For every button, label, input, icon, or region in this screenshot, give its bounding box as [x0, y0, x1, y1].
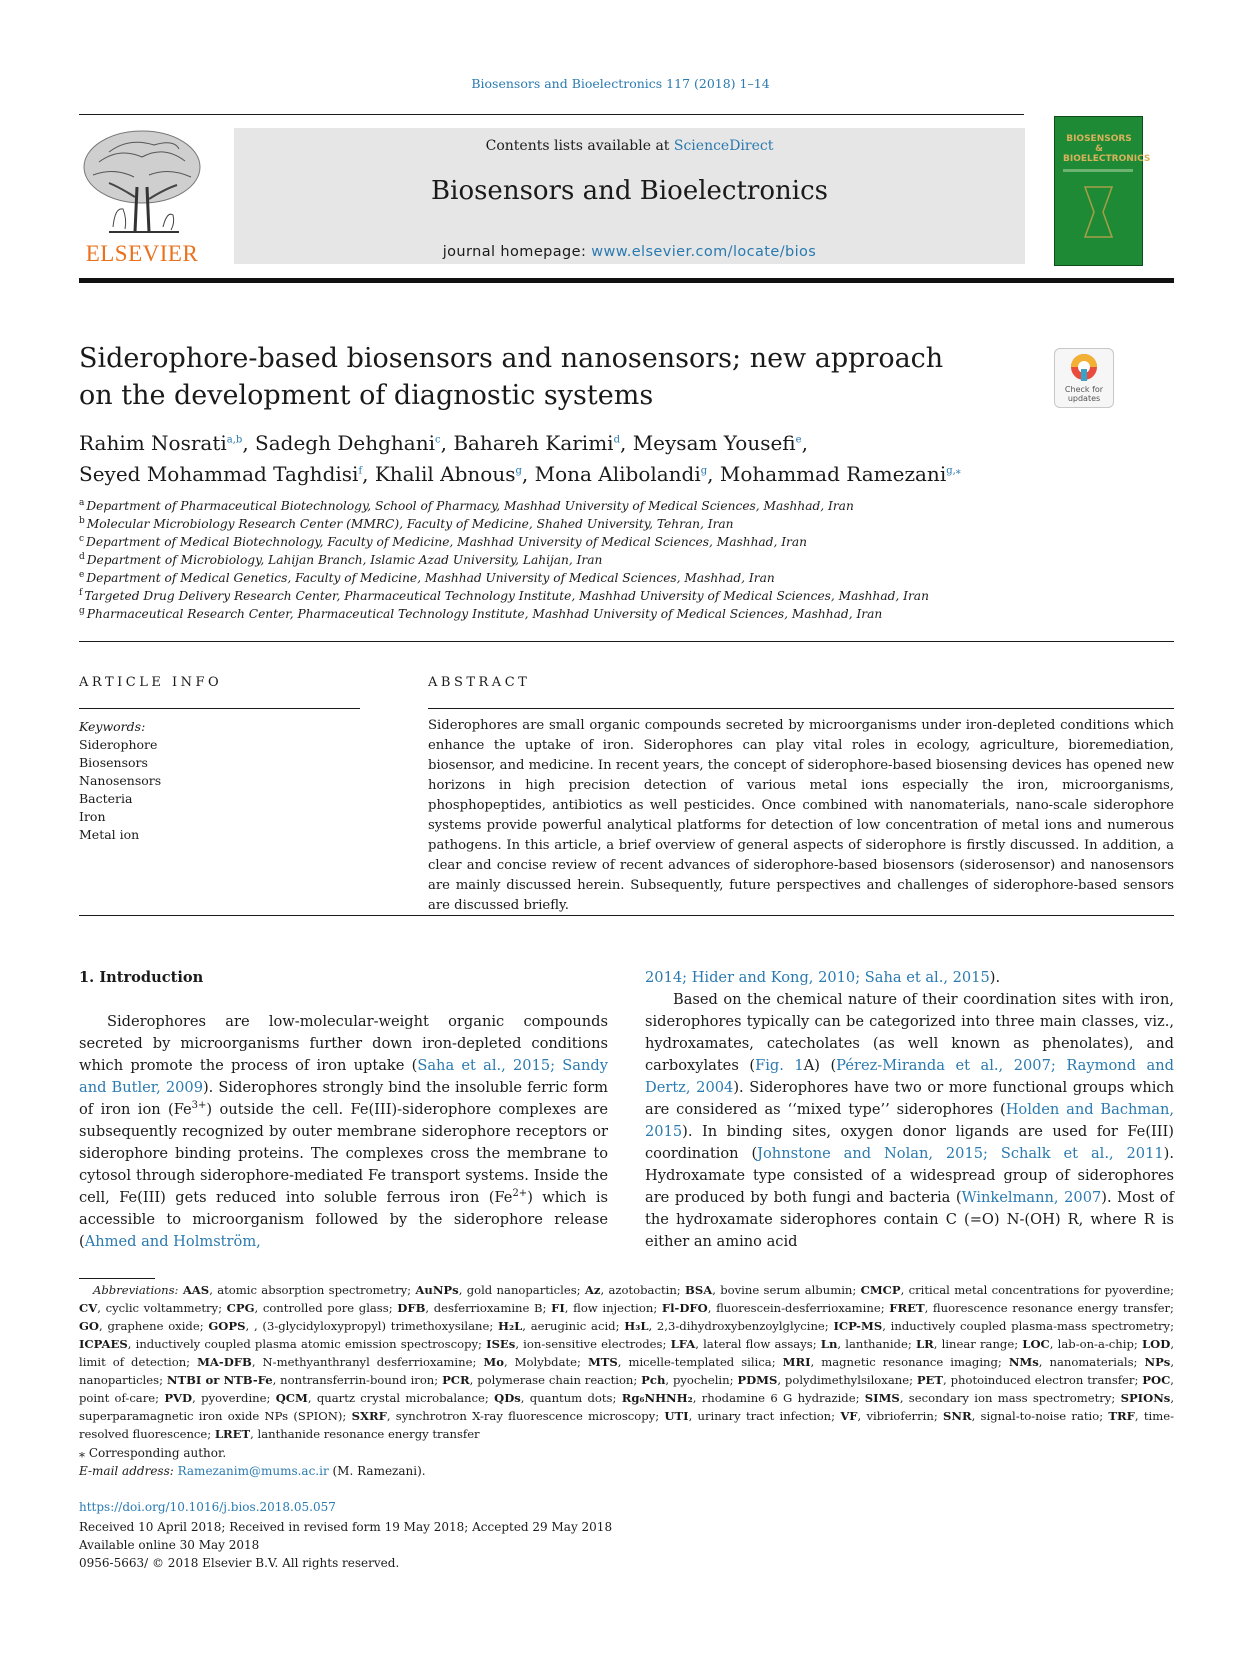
author-name: Sadegh Dehghani: [255, 431, 435, 455]
keywords-block: [79, 718, 349, 844]
footnote-rule: [79, 1278, 155, 1279]
author-name: Meysam Yousefi: [632, 431, 796, 455]
running-head[interactable]: Biosensors and Bioelectronics 117 (2018) 1–14: [471, 76, 770, 91]
abbreviation-term: CMCP: [860, 1283, 901, 1297]
author-affiliation-mark[interactable]: f: [358, 465, 363, 477]
abbreviation-term: MRI: [782, 1355, 811, 1369]
abbreviation-definition: , bovine serum albumin;: [712, 1283, 861, 1297]
article-info-rule: [79, 708, 360, 709]
keyword-item: Iron: [79, 809, 106, 824]
intro-paragraph-2: [645, 989, 1174, 1253]
article-info-heading: ARTICLE INFO: [79, 675, 223, 690]
corresponding-author-note: ⁎ Corresponding author.: [79, 1446, 227, 1460]
header-rule: [79, 114, 1024, 115]
article-history: [79, 1518, 612, 1572]
author-affiliation-mark[interactable]: c: [434, 434, 441, 446]
abbreviation-definition: , lab-on-a-chip;: [1049, 1337, 1142, 1351]
body-text: ). Hydroxamate type consisted of a widespread group of siderophores are produced by both fungi and bacteria (: [645, 1145, 1174, 1206]
abbreviation-term: FRET: [889, 1301, 925, 1315]
contents-line: [234, 138, 1025, 154]
abbreviation-term: PVD: [164, 1391, 193, 1405]
abbreviation-term: QDs: [494, 1391, 521, 1405]
abbreviation-definition: , graphene oxide;: [99, 1319, 209, 1333]
homepage-line: [234, 244, 1025, 260]
citation-link[interactable]: Ahmed and Holmström,: [84, 1233, 261, 1250]
affiliation-list: [79, 497, 1079, 623]
abbreviation-term: Pch: [641, 1373, 666, 1387]
author-separator: ,: [242, 431, 256, 455]
journal-banner: [234, 128, 1025, 264]
author-name: Bahareh Karimi: [453, 431, 614, 455]
abbreviation-term: CV: [79, 1301, 98, 1315]
section-rule: [79, 641, 1174, 642]
abbreviation-term: H₃L: [624, 1319, 649, 1333]
abbreviation-definition: , nanomaterials;: [1038, 1355, 1145, 1369]
cover-graphic-icon: [1055, 117, 1151, 265]
abbreviation-term: Az: [584, 1283, 601, 1297]
author-separator: ,: [619, 431, 633, 455]
abbreviation-definition: , rhodamine 6 G hydrazide;: [692, 1391, 865, 1405]
abbreviation-definition: , atomic absorption spectrometry;: [209, 1283, 416, 1297]
body-text: ). Most of the hydroxamate siderophores contain C (=O) N-(OH) R, where R is either an amino acid: [645, 1189, 1174, 1250]
citation-link[interactable]: Fig. 1: [755, 1057, 804, 1074]
author-separator: ,: [801, 431, 808, 455]
abbreviation-definition: , controlled pore glass;: [254, 1301, 398, 1315]
email-suffix: (M. Ramezani).: [328, 1464, 426, 1478]
abbreviation-definition: , critical metal concentrations for pyoverdine;: [900, 1283, 1175, 1297]
keyword-item: Nanosensors: [79, 773, 162, 788]
abbreviation-term: LOC: [1022, 1337, 1050, 1351]
body-text: Siderophores are low-molecular-weight organic compounds secreted by microorganisms further down iron-depleted conditions which promote the process of iron uptake (: [79, 1013, 608, 1074]
abbreviation-definition: , magnetic resonance imaging;: [810, 1355, 1009, 1369]
abbreviation-term: LOD: [1142, 1337, 1171, 1351]
abbreviation-term: SIMS: [864, 1391, 900, 1405]
abbreviation-term: H₂L: [498, 1319, 523, 1333]
homepage-link[interactable]: www.elsevier.com/locate/bios: [591, 244, 817, 260]
abbreviation-definition: , aeruginic acid;: [522, 1319, 625, 1333]
author-separator: ,: [440, 431, 454, 455]
affiliation-item: [79, 533, 1079, 551]
abbreviation-definition: , pyochelin;: [665, 1373, 738, 1387]
abbreviation-term: GO: [79, 1319, 100, 1333]
abbreviation-term: ICPAES: [79, 1337, 128, 1351]
abbreviation-definition: , nanoparticles;: [79, 1355, 1175, 1387]
abbreviation-definition: , ion-sensitive electrodes;: [515, 1337, 671, 1351]
author-separator: ,: [707, 462, 720, 486]
abbreviation-definition: , pyoverdine;: [192, 1391, 276, 1405]
author-affiliation-mark[interactable]: g: [515, 465, 522, 477]
elsevier-wordmark: ELSEVIER: [85, 241, 199, 266]
abbreviations-label: Abbreviations:: [93, 1283, 179, 1297]
body-text: ).: [989, 969, 1001, 986]
abbreviation-definition: , Molybdate;: [503, 1355, 588, 1369]
author-name: Khalil Abnous: [374, 462, 516, 486]
author-list: [79, 428, 1079, 490]
elsevier-logo[interactable]: [79, 127, 205, 265]
abstract-text: Siderophores are small organic compounds secreted by microorganisms under iron-depleted conditions which enhance the uptake of iron. Siderophores can play vital roles in ecology, agriculture, bioremediation, biosensor, and medicine. In recent years, the concept of siderophore-based biosensing devices has opened new horizons in high precision detection of various metal ions especially the iron, microorganisms, phosphopeptides, antibiotics as well pesticides. Once combined with nanomaterials, nano-scale siderophore systems provide powerful analytical platforms for detection of low concentration of metal ions and numerous pathogens. In this article, a brief overview of general aspects of siderophore is firstly discussed. In addition, a clear and concise review of recent advances of siderophore-based biosensors (siderosensor) and nanosensors are mainly discussed herein. Subsequently, future perspectives and challenges of siderophore-based sensors are discussed briefly.: [428, 718, 1174, 913]
author-affiliation-mark[interactable]: g: [700, 465, 708, 477]
author-affiliation-mark[interactable]: d: [613, 434, 620, 446]
received-dates: Received 10 April 2018; Received in revised form 19 May 2018; Accepted 29 May 2018: [79, 1520, 613, 1534]
abbreviation-term: NPs: [1144, 1355, 1171, 1369]
abbreviation-definition: , N-methyanthranyl desferrioxamine;: [251, 1355, 484, 1369]
body-text: ) which is accessible to microorganism followed by the siderophore release (: [79, 1189, 608, 1250]
abbreviation-definition: , nontransferrin-bound iron;: [272, 1373, 443, 1387]
doi-link[interactable]: https://doi.org/10.1016/j.bios.2018.05.057: [79, 1500, 336, 1514]
author-separator: ,: [521, 462, 535, 486]
abbreviation-definition: , azotobactin;: [600, 1283, 686, 1297]
check-for-updates-badge[interactable]: [1054, 348, 1114, 408]
affiliation-text: Department of Pharmaceutical Biotechnology, School of Pharmacy, Mashhad University of Medical Sciences, Mashhad, Iran: [86, 499, 854, 513]
abbreviation-term: NMs: [1008, 1355, 1039, 1369]
keyword-item: Siderophore: [79, 737, 158, 752]
tree-icon: [79, 127, 205, 239]
abbreviation-term: CPG: [226, 1301, 255, 1315]
body-column-left: [79, 967, 608, 1253]
abbreviation-term: SNR: [943, 1409, 972, 1423]
abbreviation-term: ISEs: [486, 1337, 516, 1351]
email-label: E-mail address:: [79, 1464, 178, 1478]
abbreviation-definition: , fluorescence resonance energy transfer;: [924, 1301, 1174, 1315]
author-name: Mohammad Ramezani: [719, 462, 947, 486]
crossmark-icon: [1055, 349, 1113, 385]
abbreviations-footnote: [79, 1281, 1174, 1443]
email-line: [79, 1462, 426, 1480]
abstract-heading: ABSTRACT: [428, 675, 531, 690]
cover-title: BIOSENSORS & BIOELECTRONICS: [1063, 134, 1151, 164]
section-rule-2: [79, 915, 1174, 916]
crossmark-label: Check for updates: [1064, 385, 1104, 403]
body-column-right: [645, 967, 1174, 1253]
abbreviation-definition: , micelle-templated silica;: [617, 1355, 783, 1369]
affiliation-item: [79, 515, 1079, 533]
abbreviation-term: LFA: [670, 1337, 696, 1351]
abbreviation-term: PCR: [442, 1373, 470, 1387]
affiliation-text: Molecular Microbiology Research Center (MMRC), Faculty of Medicine, Shahed University, Tehran, Iran: [86, 517, 734, 531]
abbreviation-term: NTBI or NTB-Fe: [166, 1373, 273, 1387]
author-name: Rahim Nosrati: [79, 431, 227, 455]
abbreviation-term: SXRF: [351, 1409, 387, 1423]
abbreviation-term: BSA: [685, 1283, 713, 1297]
abbreviation-term: LRET: [214, 1427, 251, 1441]
affiliation-item: [79, 605, 1079, 623]
affiliation-text: Department of Microbiology, Lahijan Branch, Islamic Azad University, Lahijan, Iran: [86, 553, 603, 567]
body-text: ). Siderophores have two or more functional groups which are considered as ‘‘mixed type’’ siderophores (: [645, 1079, 1174, 1118]
section-heading-introduction: 1. Introduction: [79, 969, 204, 986]
abbreviation-term: MA-DFB: [197, 1355, 252, 1369]
abbreviation-definition: , polymerase chain reaction;: [469, 1373, 642, 1387]
citation-link[interactable]: Winkelmann, 2007: [961, 1189, 1102, 1206]
affiliation-label: d: [79, 551, 85, 562]
abbreviation-definition: , urinary tract infection;: [688, 1409, 841, 1423]
homepage-prefix: journal homepage:: [442, 244, 592, 260]
keyword-list: [79, 736, 349, 844]
affiliation-label: g: [79, 605, 85, 616]
journal-title: Biosensors and Bioelectronics: [431, 176, 828, 206]
intro-paragraph-1-continued: [645, 967, 1174, 989]
abbreviation-definition: , inductively coupled plasma-mass spectrometry;: [882, 1319, 1174, 1333]
affiliation-label: c: [79, 533, 85, 544]
abbreviation-term: DFB: [397, 1301, 426, 1315]
abbreviation-definition: , time-resolved fluorescence;: [79, 1409, 1174, 1441]
affiliation-item: [79, 551, 1079, 569]
citation-link[interactable]: 2014; Hider and Kong, 2010; Saha et al., 2015: [645, 969, 990, 986]
abbreviation-definition: , secondary ion mass spectrometry;: [899, 1391, 1121, 1405]
keyword-item: Biosensors: [79, 755, 148, 770]
affiliation-text: Pharmaceutical Research Center, Pharmaceutical Technology Institute, Mashhad University of Medical Sciences, Mashhad, Iran: [86, 607, 883, 621]
body-text: ) outside the cell. Fe(III)-siderophore complexes are subsequently recognized by outer membrane siderophore receptors or siderophore binding proteins. The complexes cross the membrane to cytosol through siderophore-mediated Fe transport systems. Inside the cell, Fe(III) gets reduced into soluble ferrous iron (Fe: [79, 1101, 608, 1206]
author-name: Mona Alibolandi: [534, 462, 701, 486]
contents-prefix: Contents lists available at: [485, 138, 674, 154]
abbreviation-definition: , inductively coupled plasma atomic emission spectroscopy;: [127, 1337, 487, 1351]
article-title: Siderophore-based biosensors and nanosensors; new approach on the development of diagnostic systems: [79, 343, 944, 411]
abbreviation-term: AuNPs: [415, 1283, 459, 1297]
affiliation-label: e: [79, 569, 85, 580]
abbreviation-definition: , gold nanoparticles;: [458, 1283, 585, 1297]
abbreviation-term: AAS: [182, 1283, 210, 1297]
affiliation-item: [79, 497, 1079, 515]
abstract-rule: [428, 708, 1174, 709]
affiliation-item: [79, 587, 1079, 605]
sciencedirect-link[interactable]: ScienceDirect: [673, 138, 774, 154]
email-link[interactable]: Ramezanim@mums.ac.ir: [177, 1464, 329, 1478]
header-thick-rule: [79, 278, 1174, 283]
abbreviation-definition: , photoinduced electron transfer;: [943, 1373, 1143, 1387]
citation-link[interactable]: Pérez-Miranda et al., 2007; Raymond and Dertz, 2004: [645, 1057, 1174, 1096]
affiliation-item: [79, 569, 1079, 587]
body-text: Based on the chemical nature of their coordination sites with iron, siderophores typically can be categorized into three main classes, viz., hydroxamates, catecholates (as well known as phenolates), and carboxylates (: [645, 991, 1174, 1074]
abbreviation-term: SPIONs: [1120, 1391, 1171, 1405]
abbreviation-definition: , , (3-glycidyloxypropyl) trimethoxysilane;: [245, 1319, 499, 1333]
abbreviation-definition: , lateral flow assays;: [695, 1337, 821, 1351]
abbreviation-term: ICP-MS: [833, 1319, 883, 1333]
keywords-label: Keywords:: [79, 719, 146, 734]
affiliation-label: b: [79, 515, 85, 526]
available-online: Available online 30 May 2018: [79, 1538, 260, 1552]
abbreviation-term: POC: [1142, 1373, 1171, 1387]
abbreviation-definition: , quantum dots;: [520, 1391, 622, 1405]
affiliation-text: Department of Medical Biotechnology, Faculty of Medicine, Mashhad University of Medical Sciences, Mashhad, Iran: [86, 535, 807, 549]
abbreviation-term: UTI: [664, 1409, 689, 1423]
abbreviation-definition: , signal-to-noise ratio;: [971, 1409, 1109, 1423]
abbreviation-definition: , quartz crystal microbalance;: [307, 1391, 495, 1405]
superscript: 3+: [191, 1100, 207, 1112]
abbreviation-definition: , limit of detection;: [79, 1337, 1174, 1369]
keyword-item: Bacteria: [79, 791, 133, 806]
abbreviation-term: VF: [840, 1409, 858, 1423]
author-affiliation-mark[interactable]: g,⁎: [946, 465, 961, 477]
abbreviation-definition: , fluorescein-desferrioxamine;: [707, 1301, 890, 1315]
abbreviation-term: QCM: [275, 1391, 308, 1405]
abbreviation-definition: , lanthanide resonance energy transfer: [250, 1427, 480, 1441]
affiliation-text: Department of Medical Genetics, Faculty of Medicine, Mashhad University of Medical Sciences, Mashhad, Iran: [86, 571, 775, 585]
abbreviation-definition: , desferrioxamine B;: [425, 1301, 552, 1315]
body-text: A) (: [803, 1057, 837, 1074]
abbreviation-term: Rg₆NHNH₂: [621, 1391, 693, 1405]
affiliation-label: a: [79, 497, 85, 508]
superscript: 2+: [512, 1188, 528, 1200]
abbreviation-term: Ln: [820, 1337, 838, 1351]
author-separator: ,: [362, 462, 375, 486]
abbreviation-definition: , cyclic voltammetry;: [97, 1301, 227, 1315]
author-affiliation-mark[interactable]: a,b: [226, 434, 243, 446]
abbreviation-definition: , linear range;: [933, 1337, 1023, 1351]
author-affiliation-mark[interactable]: e: [795, 434, 802, 446]
abbreviation-definition: , superparamagnetic iron oxide NPs (SPION);: [79, 1391, 1175, 1423]
keyword-item: Metal ion: [79, 827, 140, 842]
abbreviation-definition: , polydimethylsiloxane;: [777, 1373, 917, 1387]
body-text: ). Siderophores strongly bind the insoluble ferric form of iron ion (Fe: [79, 1079, 608, 1118]
abbreviation-definition: , lanthanide;: [837, 1337, 916, 1351]
abbreviation-term: GOPS: [208, 1319, 246, 1333]
abbreviation-definition: , flow injection;: [564, 1301, 662, 1315]
abbreviation-term: MTS: [587, 1355, 618, 1369]
copyright-line: 0956-5663/ © 2018 Elsevier B.V. All rights reserved.: [79, 1556, 400, 1570]
intro-paragraph-1: [79, 1011, 608, 1253]
journal-cover[interactable]: [1054, 116, 1151, 266]
affiliation-label: f: [79, 587, 83, 598]
abbreviation-term: TRF: [1108, 1409, 1135, 1423]
abbreviation-term: LR: [915, 1337, 934, 1351]
abbreviation-definition: , synchrotron X-ray fluorescence microscopy;: [386, 1409, 665, 1423]
abbreviation-term: FI: [551, 1301, 565, 1315]
author-name: Seyed Mohammad Taghdisi: [79, 462, 359, 486]
abbreviation-definition: , point of-care;: [79, 1373, 1174, 1405]
abbreviation-term: Mo: [483, 1355, 504, 1369]
abbreviation-definition: , 2,3-dihydroxybenzoylglycine;: [648, 1319, 834, 1333]
abbreviation-term: PET: [916, 1373, 944, 1387]
citation-link[interactable]: Johnstone and Nolan, 2015; Schalk et al., 2011: [757, 1145, 1164, 1162]
abbreviation-definition: , vibrioferrin;: [857, 1409, 943, 1423]
citation-link[interactable]: Holden and Bachman, 2015: [645, 1101, 1174, 1140]
body-text: ). In binding sites, oxygen donor ligands are used for Fe(III) coordination (: [645, 1123, 1174, 1162]
abbreviation-term: PDMS: [737, 1373, 778, 1387]
abbreviation-term: Fl-DFO: [661, 1301, 708, 1315]
affiliation-text: Targeted Drug Delivery Research Center, Pharmaceutical Technology Institute, Mashhad University of Medical Sciences, Mashhad, Iran: [84, 589, 929, 603]
citation-link[interactable]: Saha et al., 2015; Sandy and Butler, 2009: [79, 1057, 608, 1096]
